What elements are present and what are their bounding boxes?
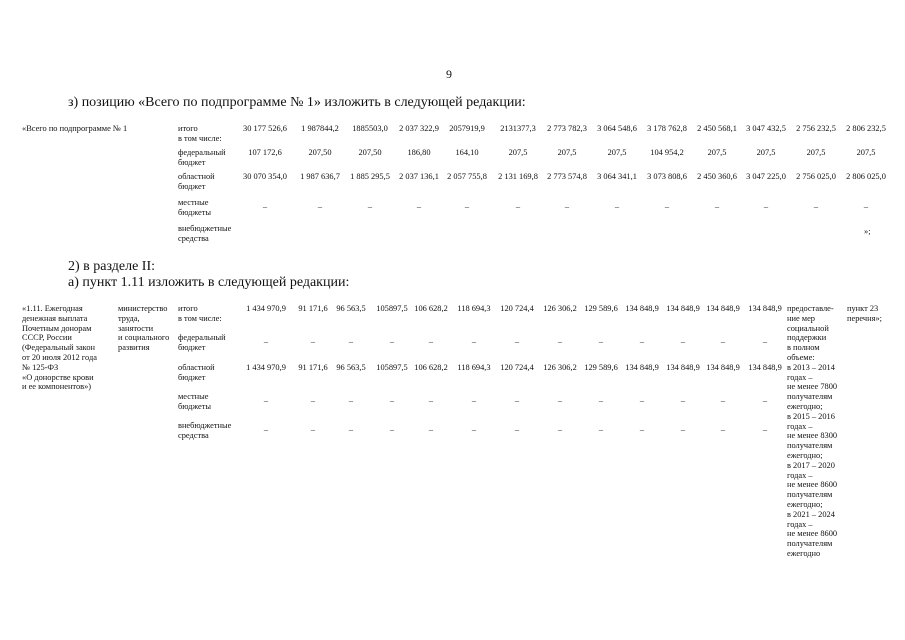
value-cell: – xyxy=(762,396,768,405)
value-cell: 120 724,4 xyxy=(500,304,534,313)
row-label: областной бюджет xyxy=(178,172,215,191)
value-cell: 91 171,6 xyxy=(298,304,328,313)
value-cell: – xyxy=(389,337,395,346)
value-cell: 207,5 xyxy=(756,148,776,157)
value-cell: 2 806 025,0 xyxy=(846,172,886,181)
row-label: внебюджетные средства xyxy=(178,224,232,243)
value-cell: – xyxy=(515,202,521,211)
value-cell: 134 848,9 xyxy=(666,363,700,372)
value-cell: 134 848,9 xyxy=(625,304,659,313)
value-cell: 2131377,3 xyxy=(500,124,536,133)
section-2-subheading: а) пункт 1.11 изложить в следующей редакции: xyxy=(68,275,350,290)
value-cell: 207,50 xyxy=(308,148,332,157)
value-cell: – xyxy=(310,396,316,405)
value-cell: 1 987844,2 xyxy=(301,124,339,133)
value-cell: – xyxy=(557,396,563,405)
value-cell: – xyxy=(680,396,686,405)
value-cell: – xyxy=(514,396,520,405)
value-cell: 2057919,9 xyxy=(449,124,485,133)
value-cell: – xyxy=(557,425,563,434)
value-cell: – xyxy=(262,202,268,211)
row-end-mark: »; xyxy=(864,227,871,236)
value-cell: 1 434 970,9 xyxy=(246,363,286,372)
page-number: 9 xyxy=(446,67,452,81)
value-cell: 104 954,2 xyxy=(650,148,684,157)
value-cell: 3 178 762,8 xyxy=(647,124,687,133)
value-cell: 106 628,2 xyxy=(414,363,448,372)
value-cell: 3 064 548,6 xyxy=(597,124,637,133)
value-cell: – xyxy=(263,425,269,434)
value-cell: 134 848,9 xyxy=(625,363,659,372)
value-cell: – xyxy=(639,337,645,346)
value-cell: 2 057 755,8 xyxy=(447,172,487,181)
value-cell: 207,5 xyxy=(557,148,577,157)
value-cell: – xyxy=(471,425,477,434)
value-cell: – xyxy=(317,202,323,211)
value-cell: 96 563,5 xyxy=(336,363,366,372)
section-2-heading: 2) в разделе II: xyxy=(68,259,156,274)
value-cell: – xyxy=(598,396,604,405)
value-cell: 105897,5 xyxy=(376,304,408,313)
value-cell: – xyxy=(428,337,434,346)
value-cell: 134 848,9 xyxy=(748,363,782,372)
value-cell: 118 694,3 xyxy=(457,363,491,372)
subprogram-total-label: «Всего по подпрограмме № 1 xyxy=(22,124,128,133)
value-cell: – xyxy=(514,337,520,346)
value-cell: – xyxy=(310,425,316,434)
value-cell: 207,5 xyxy=(806,148,826,157)
value-cell: 207,50 xyxy=(358,148,382,157)
value-cell: – xyxy=(367,202,373,211)
value-cell: 126 306,2 xyxy=(543,363,577,372)
value-cell: – xyxy=(639,425,645,434)
value-cell: 129 589,6 xyxy=(584,304,618,313)
value-cell: 186,80 xyxy=(407,148,431,157)
value-cell: 207,5 xyxy=(607,148,627,157)
value-cell: 207,5 xyxy=(508,148,528,157)
value-cell: – xyxy=(614,202,620,211)
value-cell: – xyxy=(263,337,269,346)
value-cell: 118 694,3 xyxy=(457,304,491,313)
value-cell: 107 172,6 xyxy=(248,148,282,157)
value-cell: – xyxy=(680,425,686,434)
value-cell: 2 037 136,1 xyxy=(399,172,439,181)
value-cell: – xyxy=(348,337,354,346)
value-cell: – xyxy=(310,337,316,346)
item-name: «1.11. Ежегодная денежная выплата Почетным донорам СССР, России (Федеральный закон от 20 июля 2012 года № 125-ФЗ «О донорстве крови и ее компонентов») xyxy=(22,304,97,392)
value-cell: – xyxy=(863,202,869,211)
section-z-heading: з) позицию «Всего по подпрограмме № 1» изложить в следующей редакции: xyxy=(68,95,526,110)
value-cell: 134 848,9 xyxy=(706,304,740,313)
value-cell: 120 724,4 xyxy=(500,363,534,372)
value-cell: 1885503,0 xyxy=(352,124,388,133)
value-cell: – xyxy=(389,425,395,434)
value-cell: – xyxy=(348,396,354,405)
value-cell: – xyxy=(263,396,269,405)
value-cell: – xyxy=(680,337,686,346)
responsible-ministry: министерство труда, занятости и социального развития xyxy=(118,304,170,353)
value-cell: 2 037 322,9 xyxy=(399,124,439,133)
value-cell: 30 177 526,6 xyxy=(243,124,287,133)
value-cell: – xyxy=(389,396,395,405)
value-cell: – xyxy=(720,396,726,405)
value-cell: – xyxy=(639,396,645,405)
value-cell: 207,5 xyxy=(707,148,727,157)
value-cell: – xyxy=(598,337,604,346)
value-cell: – xyxy=(598,425,604,434)
value-cell: 164,10 xyxy=(455,148,479,157)
value-cell: 1 987 636,7 xyxy=(300,172,340,181)
row-label: федеральный бюджет xyxy=(178,148,226,167)
value-cell: 126 306,2 xyxy=(543,304,577,313)
row-label: итого в том числе: xyxy=(178,124,222,143)
row-label: местные бюджеты xyxy=(178,198,212,217)
value-cell: 2 450 568,1 xyxy=(697,124,737,133)
value-cell: – xyxy=(416,202,422,211)
value-cell: 2 131 169,8 xyxy=(498,172,538,181)
value-cell: – xyxy=(714,202,720,211)
value-cell: 134 848,9 xyxy=(666,304,700,313)
value-cell: 2 773 574,8 xyxy=(547,172,587,181)
row-label: областной бюджет xyxy=(178,363,215,382)
value-cell: 2 450 360,6 xyxy=(697,172,737,181)
row-label: федеральный бюджет xyxy=(178,333,226,352)
value-cell: – xyxy=(557,337,563,346)
value-cell: – xyxy=(514,425,520,434)
value-cell: – xyxy=(464,202,470,211)
value-cell: – xyxy=(664,202,670,211)
value-cell: – xyxy=(720,337,726,346)
value-cell: 2 756 025,0 xyxy=(796,172,836,181)
value-cell: – xyxy=(348,425,354,434)
value-cell: 2 756 232,5 xyxy=(796,124,836,133)
value-cell: 91 171,6 xyxy=(298,363,328,372)
value-cell: 129 589,6 xyxy=(584,363,618,372)
row-label: местные бюджеты xyxy=(178,392,212,411)
value-cell: 3 064 341,1 xyxy=(597,172,637,181)
value-cell: 105897,5 xyxy=(376,363,408,372)
value-cell: – xyxy=(762,337,768,346)
value-cell: – xyxy=(428,396,434,405)
value-cell: – xyxy=(762,425,768,434)
value-cell: 96 563,5 xyxy=(336,304,366,313)
value-cell: 1 885 295,5 xyxy=(350,172,390,181)
row-label: итого в том числе: xyxy=(178,304,222,323)
value-cell: – xyxy=(564,202,570,211)
value-cell: 2 773 782,3 xyxy=(547,124,587,133)
value-cell: 3 047 225,0 xyxy=(746,172,786,181)
value-cell: 134 848,9 xyxy=(748,304,782,313)
value-cell: – xyxy=(813,202,819,211)
value-cell: 106 628,2 xyxy=(414,304,448,313)
value-cell: 30 070 354,0 xyxy=(243,172,287,181)
value-cell: 1 434 970,9 xyxy=(246,304,286,313)
value-cell: 3 047 432,5 xyxy=(746,124,786,133)
row-label: внебюджетные средства xyxy=(178,421,232,440)
value-cell: – xyxy=(428,425,434,434)
value-cell: – xyxy=(471,337,477,346)
perechen-reference: пункт 23 перечня»; xyxy=(847,304,882,323)
value-cell: 3 073 808,6 xyxy=(647,172,687,181)
value-cell: – xyxy=(471,396,477,405)
value-cell: 134 848,9 xyxy=(706,363,740,372)
value-cell: 207,5 xyxy=(856,148,876,157)
value-cell: 2 806 232,5 xyxy=(846,124,886,133)
value-cell: – xyxy=(763,202,769,211)
value-cell: – xyxy=(720,425,726,434)
expected-result: предоставле- ние мер социальной поддержки в полном объеме: в 2013 – 2014 годах – не менее 7800 получателям ежегодно; в 2015 – 2016 годах – не менее 8300 получателям ежегодно; в 2017 – 2020 годах – не менее 8600 получателям ежегодно; в 2021 – 2024 годах – не менее 8600 получателям ежегодно xyxy=(787,304,838,558)
